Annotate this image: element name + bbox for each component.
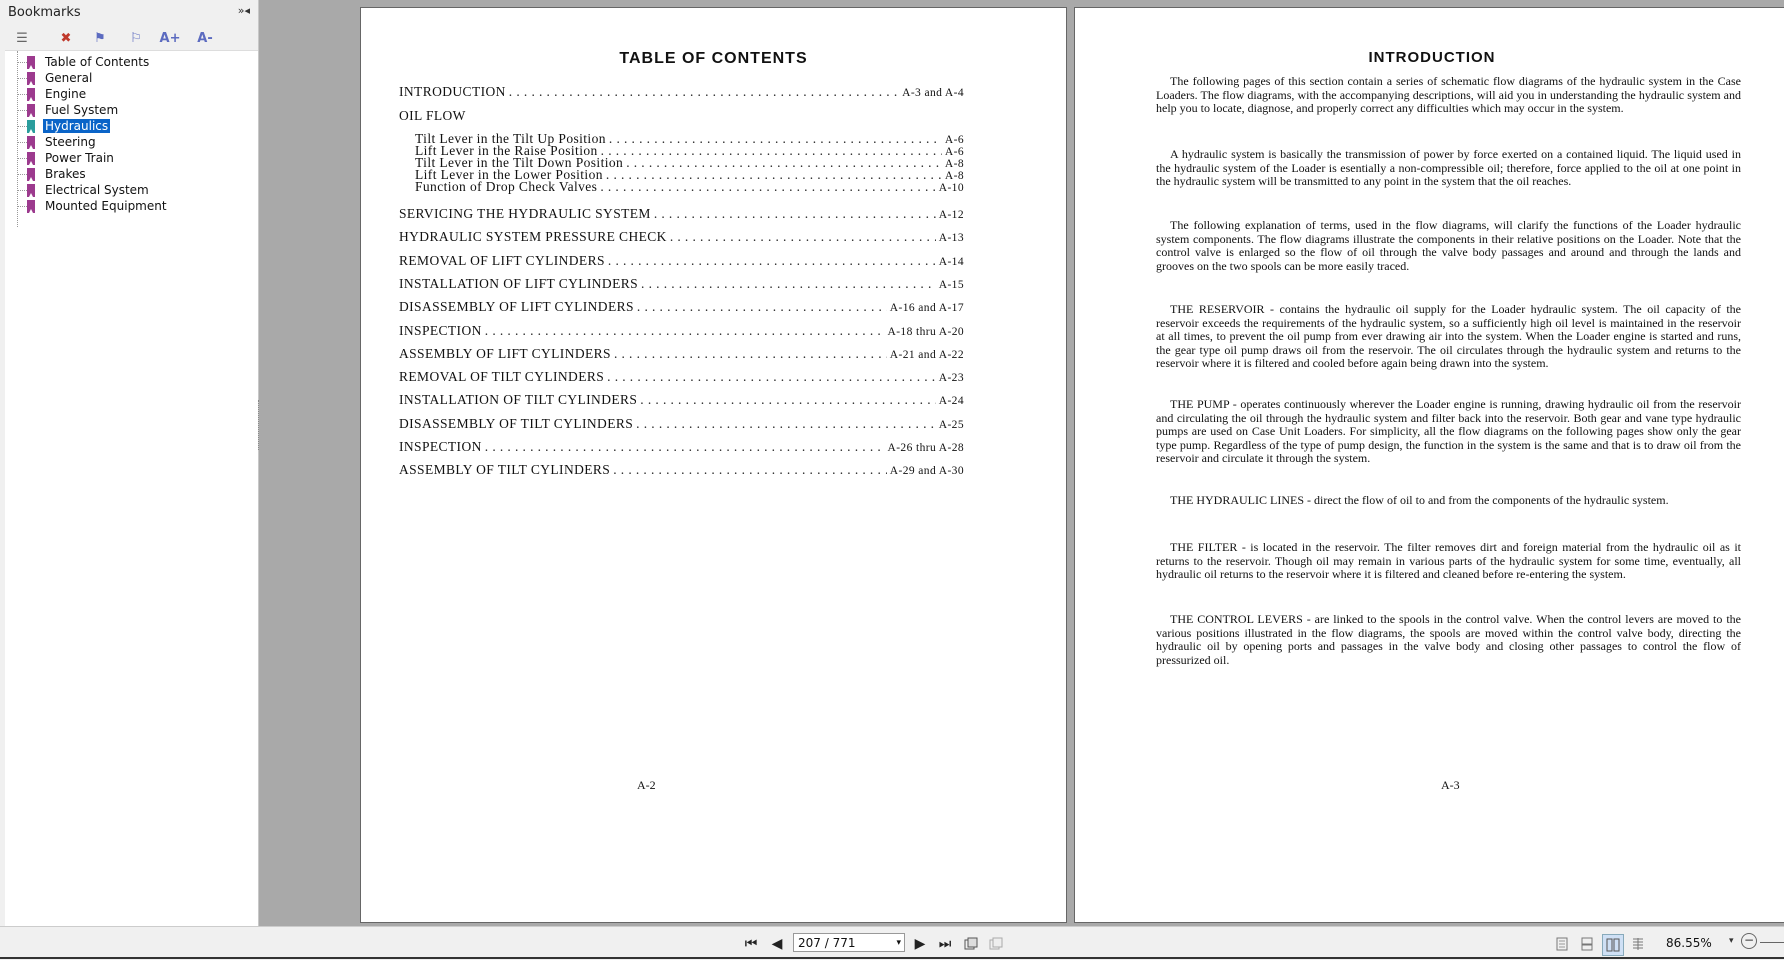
toc-leader — [607, 369, 936, 385]
toc-entry-text: Lift Lever in the Raise Position — [415, 143, 598, 158]
bookmark-label: Table of Contents — [45, 55, 150, 69]
bookmark-icon — [27, 184, 35, 197]
toc-subentry[interactable] — [415, 179, 964, 195]
toc-leader — [637, 299, 887, 315]
tree-connector — [18, 174, 27, 175]
toc-entry-text: INTRODUCTION — [399, 84, 506, 99]
bookmarks-toolbar — [0, 26, 258, 50]
bookmark-label: Hydraulics — [45, 119, 109, 133]
previous-page-icon[interactable]: ◀ — [771, 936, 783, 952]
toc-leader — [485, 439, 885, 455]
toc-entry-text: Lift Lever in the Lower Position — [415, 167, 603, 182]
bookmark-icon — [27, 56, 35, 69]
toc-entry-page: A-18 thru A-20 — [887, 325, 964, 338]
toc-entry[interactable] — [399, 392, 964, 408]
toc-entry[interactable] — [399, 206, 964, 222]
toc-entry-page: A-3 and A-4 — [902, 87, 964, 99]
toc-entry[interactable] — [399, 299, 964, 315]
toc-entry[interactable] — [399, 369, 964, 385]
bookmarks-tree — [5, 50, 258, 927]
bookmark-label: Mounted Equipment — [45, 199, 167, 213]
toc-entry[interactable] — [399, 253, 964, 269]
new-bookmark-icon[interactable]: ⚑ — [94, 30, 106, 46]
bookmark-item[interactable] — [27, 150, 116, 166]
body-paragraph: The following explanation of terms, used in the flow diagrams, will clarify the functions of the Loader hydraulic system components. The flow diagrams illustrate the components in their relative positions on the Loader. Note that the control valve is enlarged so the flow of oil through the valve body passages and around and through the lands and grooves on the two spools can be more easily traced. — [1156, 218, 1741, 273]
body-paragraph: THE PUMP - operates continuously wherever the Loader engine is running, drawing hydraulic oil from the reservoir and circulating the oil through the hydraulic system and filter back into the reservoir. Both gear and vane type hydraulic pumps are used on Case Unit Loaders. For simplicity, all the flow diagrams on the following pages show only the gear type pump. Regardless of the type of pump design, the function in the system is the same and that is to draw oil from the reservoir and circulate it through the system. — [1156, 397, 1741, 466]
body-paragraph: THE FILTER - is located in the reservoir. The filter removes dirt and foreign material from the hydraulic oil as it returns to the reservoir. Though oil may remain in various parts of the hydraulic system for some time, eventually, all hydraulic oil returns to the reservoir where it is filtered and cleaned before re-entering the system. — [1156, 540, 1741, 582]
toc-entry-page: A-12 — [938, 209, 964, 221]
page-number-input[interactable] — [793, 933, 905, 952]
delete-bookmark-icon[interactable]: ✖ — [60, 30, 72, 46]
toc-entry-text: SERVICING THE HYDRAULIC SYSTEM — [399, 206, 651, 221]
bookmark-label: Steering — [45, 135, 96, 149]
collapse-panel-icon[interactable]: »◂ — [237, 4, 250, 17]
toc-entry-text: HYDRAULIC SYSTEM PRESSURE CHECK — [399, 229, 667, 245]
zoom-out-icon[interactable]: − — [1741, 933, 1757, 949]
bookmark-item[interactable] — [27, 70, 94, 86]
text-smaller-icon[interactable]: A- — [197, 30, 213, 46]
bookmark-item[interactable] — [27, 54, 151, 70]
toc-entry[interactable] — [399, 416, 964, 432]
zoom-slider[interactable] — [1760, 942, 1784, 943]
bookmark-label: Brakes — [45, 167, 86, 181]
bookmark-item[interactable] — [27, 102, 120, 118]
toc-entry-page: A-25 — [938, 418, 964, 431]
bookmark-item[interactable] — [27, 118, 110, 134]
toc-entry-text: Tilt Lever in the Tilt Up Position — [415, 131, 606, 146]
tree-connector — [18, 78, 27, 79]
bookmark-icon — [27, 152, 35, 165]
single-page-icon[interactable] — [1552, 934, 1572, 954]
toc-entry-page: A-23 — [938, 372, 964, 385]
bookmark-icon — [27, 168, 35, 181]
toc-entry[interactable] — [399, 276, 964, 292]
bookmark-label: General — [45, 71, 93, 85]
toc-entry[interactable] — [399, 323, 964, 339]
toc-leader — [608, 253, 936, 269]
tree-connector — [18, 158, 27, 159]
introduction-title: INTRODUCTION — [1368, 49, 1496, 66]
bookmark-label: Engine — [45, 87, 87, 101]
toc-entry-text: Tilt Lever in the Tilt Down Position — [415, 155, 624, 170]
toc-entry-page: A-6 — [944, 146, 964, 158]
toc-entry-page: A-8 — [944, 170, 964, 182]
toc-entry-text: ASSEMBLY OF LIFT CYLINDERS — [399, 345, 611, 361]
document-view[interactable] — [259, 0, 1784, 926]
toc-entry-page: A-16 and A-17 — [889, 302, 964, 315]
page-number: A-2 — [637, 778, 656, 792]
toc-entry-text: REMOVAL OF LIFT CYLINDERS — [399, 252, 605, 268]
bookmark-item[interactable] — [27, 166, 88, 182]
body-paragraph: THE RESERVOIR - contains the hydraulic oil supply for the Loader hydraulic system. The oil capacity of the reservoir exceeds the requirements of the hydraulic system, so a sufficiently high oil level is maintained in the reservoir at all times, to prevent the oil pump from ever drawing air into the system. When the Loader engine is started and runs, the gear type oil pump draws oil from the reservoir. The oil circulates through the hydraulic system and returns to the reservoir where it is filtered and cooled before again being drawn into the system. — [1156, 302, 1741, 371]
toc-entry-page: A-21 and A-22 — [889, 348, 964, 361]
toc-entry-text: DISASSEMBLY OF LIFT CYLINDERS — [399, 299, 634, 315]
next-page-icon[interactable]: ▶ — [914, 936, 926, 952]
first-page-icon[interactable]: ⏮ — [744, 936, 758, 952]
pdf-page-right — [1074, 7, 1784, 923]
toc-entry-text: INSPECTION — [399, 322, 482, 338]
chevron-down-icon[interactable]: ▾ — [896, 938, 901, 948]
bookmark-icon — [27, 136, 35, 149]
toc-entry-page: A-14 — [938, 255, 964, 268]
toc-entry-page: A-10 — [938, 182, 964, 194]
tree-connector — [18, 206, 27, 207]
bookmarks-header — [0, 0, 258, 24]
toc-entry[interactable] — [399, 439, 964, 455]
toc-entry-text: ASSEMBLY OF TILT CYLINDERS — [399, 462, 611, 478]
tree-connector — [18, 94, 27, 95]
toc-entry-introduction[interactable] — [399, 84, 964, 100]
bookmark-icon — [27, 200, 35, 213]
last-page-icon[interactable]: ⏭ — [938, 936, 952, 952]
bookmark-label: Power Train — [45, 151, 114, 165]
toc-entry[interactable] — [399, 346, 964, 362]
bookmark-label: Electrical System — [45, 183, 149, 197]
text-larger-icon[interactable]: A+ — [159, 30, 181, 46]
tree-connector — [18, 62, 27, 63]
toc-title: TABLE OF CONTENTS — [619, 50, 808, 67]
toc-entry-text: REMOVAL OF TILT CYLINDERS — [399, 369, 605, 385]
zoom-level[interactable]: 86.55% — [1666, 936, 1712, 950]
toc-entry-text: Function of Drop Check Valves — [415, 179, 598, 194]
page-indicator: 207 / 771 — [798, 936, 856, 950]
bookmarks-title: Bookmarks — [8, 5, 81, 20]
toc-leader — [654, 206, 936, 222]
toc-entry-text: INSTALLATION OF LIFT CYLINDERS — [399, 275, 639, 291]
bookmark-icon — [27, 120, 35, 133]
toc-entry-page: A-6 — [944, 134, 964, 146]
toc-entry-text: INSTALLATION OF TILT CYLINDERS — [399, 392, 638, 408]
bookmarks-panel — [0, 0, 259, 926]
two-page-icon[interactable] — [1602, 934, 1624, 956]
bookmark-icon — [27, 72, 35, 85]
toc-entry-page: A-26 thru A-28 — [887, 442, 964, 454]
toc-entry-page: A-8 — [944, 158, 964, 170]
body-paragraph: THE HYDRAULIC LINES - direct the flow of oil to and from the components of the hydraulic system. — [1170, 493, 1669, 507]
body-paragraph: The following pages of this section contain a series of schematic flow diagrams of the hydraulic system in the Case Loaders. The flow diagrams, with the accompanying descriptions, will aid you in understanding the hydraulic system and help you to locate, diagnose, and properly correct any difficulties which may occur in the system. — [1156, 74, 1741, 116]
bookmark-item[interactable] — [27, 182, 151, 198]
toc-leader — [670, 229, 936, 245]
body-paragraph: THE CONTROL LEVERS - are linked to the spools in the control valve. When the control levers are moved to the various positions illustrated in the flow diagrams, the spools are moved within the control valve body, directing the hydraulic oil by opening ports and passages in the valve body and closing other passages to control the flow of pressurized oil. — [1156, 612, 1741, 667]
tree-connector — [18, 110, 27, 111]
tree-connector — [18, 190, 27, 191]
options-icon[interactable]: ☰ — [16, 30, 28, 46]
toc-entry-page: A-29 and A-30 — [889, 465, 964, 478]
body-paragraph: A hydraulic system is basically the transmission of power by force exerted on a contained liquid. The liquid used in the hydraulic system of the Loader is esentially a non-compressible oil; therefore, force applied to the oil at one point in the hydraulic system will be transmitted to any point in the system that the oil reaches. — [1156, 147, 1741, 189]
expand-bookmark-icon[interactable]: ⚐ — [130, 30, 142, 46]
toc-entry-text: DISASSEMBLY OF TILT CYLINDERS — [399, 415, 634, 431]
continuous-page-icon[interactable] — [1577, 934, 1597, 954]
toc-entry-page: A-15 — [938, 278, 964, 291]
tree-connector — [18, 126, 27, 127]
toc-entry-page: A-24 — [938, 395, 964, 408]
bookmark-icon — [27, 104, 35, 117]
toc-leader — [613, 462, 887, 478]
toc-entry-page: A-13 — [938, 232, 964, 245]
toc-entry[interactable] — [399, 229, 964, 245]
pdf-page-left — [360, 7, 1067, 923]
two-page-continuous-icon[interactable] — [1628, 934, 1648, 954]
chevron-down-icon[interactable]: ▾ — [1729, 936, 1734, 946]
tree-connector — [18, 142, 27, 143]
bookmark-label: Fuel System — [45, 103, 119, 117]
toc-entry-text: INSPECTION — [399, 439, 482, 454]
bookmark-icon — [27, 88, 35, 101]
bookmark-item[interactable] — [27, 86, 88, 102]
toc-leader — [485, 323, 885, 339]
toc-leader — [641, 276, 936, 292]
toc-leader — [636, 416, 936, 432]
toc-leader — [600, 179, 935, 195]
toc-leader — [614, 346, 887, 362]
toc-leader — [509, 84, 899, 100]
toc-entry[interactable] — [399, 462, 964, 478]
page-number: A-3 — [1441, 778, 1460, 792]
toc-heading-oil-flow: OIL FLOW — [399, 108, 466, 123]
bookmark-item[interactable] — [27, 198, 169, 214]
toc-leader — [640, 392, 935, 408]
bookmark-item[interactable] — [27, 134, 98, 150]
fit-page-icon[interactable] — [961, 934, 981, 954]
fit-width-icon[interactable] — [986, 934, 1006, 954]
navigation-toolbar — [0, 926, 1784, 960]
